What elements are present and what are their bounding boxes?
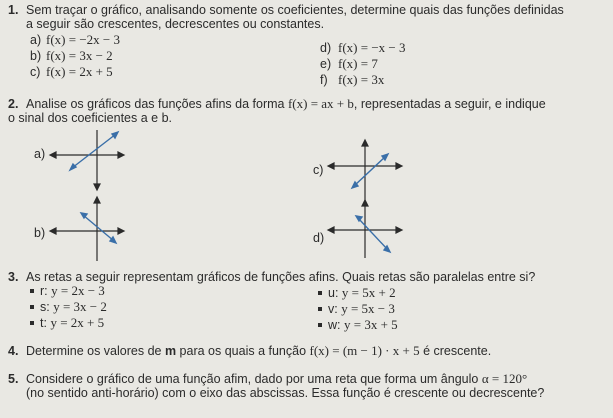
bullet-icon [30,321,34,325]
q1-text-line1: Sem traçar o gráfico, analisando somente os coeficientes, determine quais das funções definidas [26,3,564,17]
q1-item-c-label: c) [30,65,41,79]
q3-line-v: v: y = 5x − 3 [328,301,395,316]
q5-text-line1: Considere o gráfico de uma função afim, dado por uma reta que forma um ângulo α = 120° [26,371,528,386]
q2-number: 2. [8,97,19,111]
bullet-icon [318,323,322,327]
q2-graph-b-label: b) [34,226,46,240]
q1-item-e-expr: f(x) = 7 [338,56,378,71]
q3-text: As retas a seguir representam gráficos de funções afins. Quais retas são paralelas entre si? [26,270,536,284]
q2-graph-d-label: d) [313,231,325,245]
q2-text-line2: o sinal dos coeficientes a e b. [8,111,172,125]
q5-number: 5. [8,372,19,386]
q3-line-r: r: y = 2x − 3 [40,283,105,298]
q2-graph-b [50,197,124,265]
q1-item-f-expr: f(x) = 3x [338,72,385,87]
q3-line-w: w: y = 3x + 5 [328,317,398,332]
q3-line-t: t: y = 2x + 5 [40,315,105,330]
q1-item-d-expr: f(x) = −x − 3 [338,40,406,55]
bullet-icon [30,289,34,293]
q4-text: Determine os valores de m para os quais a função f(x) = (m − 1) · x + 5 é crescente. [26,343,492,358]
q2-text-line1: Analise os gráficos das funções afins da forma f(x) = ax + b, representadas a seguir, e indique [26,96,546,111]
q1-item-f-label: f) [320,73,328,87]
q1-item-c-expr: f(x) = 2x + 5 [46,64,113,79]
q1-number: 1. [8,3,19,17]
q1-item-e-label: e) [320,57,332,71]
q2-graph-a [50,124,124,190]
q3-line-s: s: y = 3x − 2 [40,299,107,314]
q5-text-line2: (no sentido anti-horário) com o eixo das abscissas. Essa função é crescente ou decrescente? [26,386,545,400]
q1-item-b-expr: f(x) = 3x − 2 [46,48,113,63]
q2-graph-a-label: a) [34,147,46,161]
q2-graph-c-label: c) [313,163,324,177]
q4-number: 4. [8,344,19,358]
q2-graph-d [328,200,402,262]
bullet-icon [30,305,34,309]
bullet-icon [318,307,322,311]
q1-item-a-label: a) [30,33,42,47]
q1-text-line2: a seguir são crescentes, decrescentes ou constantes. [26,17,325,31]
q2-graph-c [328,140,402,204]
q1-item-b-label: b) [30,49,42,63]
q3-line-u: u: y = 5x + 2 [328,285,396,300]
q1-item-a-expr: f(x) = −2x − 3 [46,32,120,47]
bullet-icon [318,291,322,295]
q1-item-d-label: d) [320,41,332,55]
q3-number: 3. [8,270,19,284]
